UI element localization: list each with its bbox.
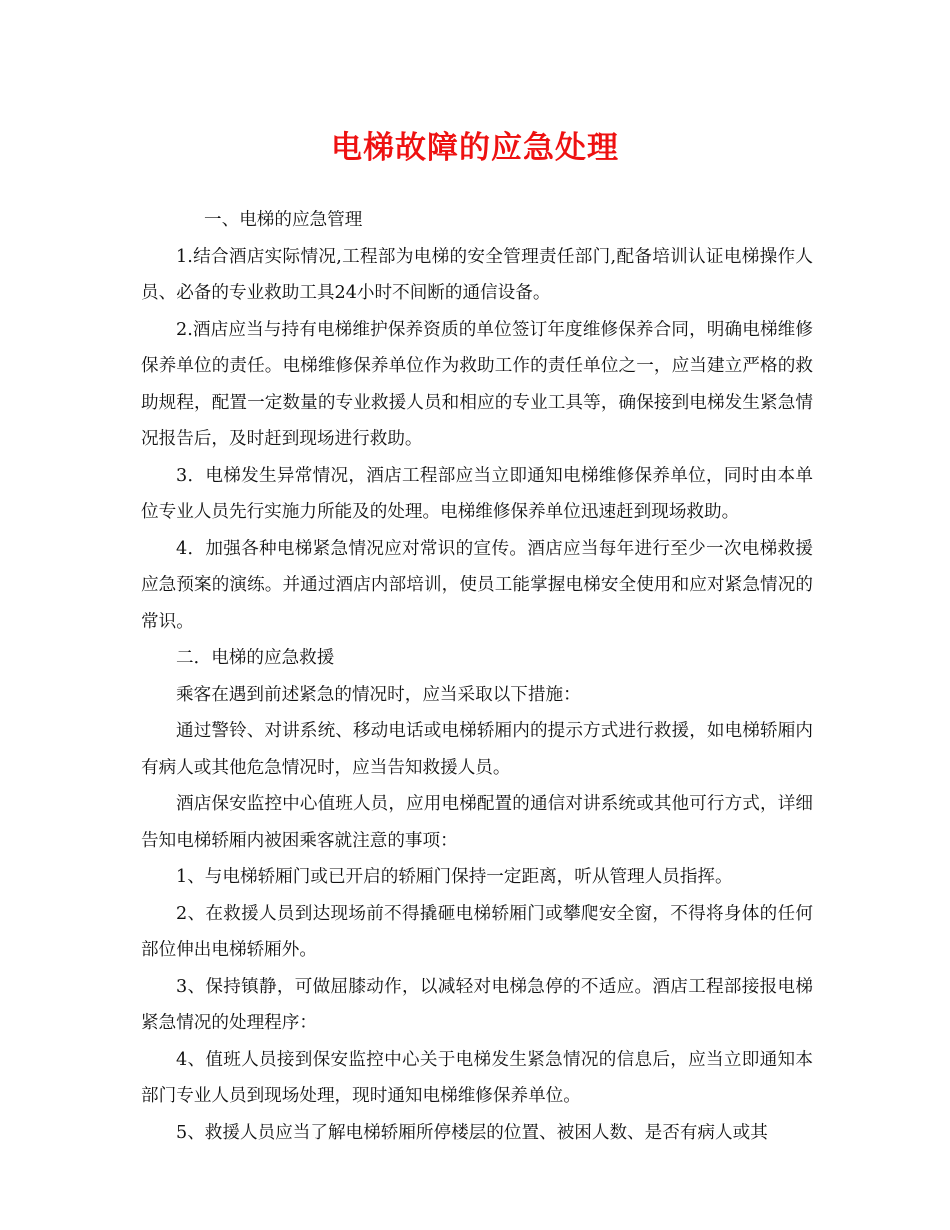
paragraph-3: 3．电梯发生异常情况，酒店工程部应当立即通知电梯维修保养单位，同时由本单位专业人员先行实施力所能及的处理。电梯维修保养单位迅速赶到现场救助。 [141, 465, 813, 522]
list-item-3: 3、保持镇静，可做屈膝动作，以减轻对电梯急停的不适应。酒店工程部接报电梯紧急情况的处理程序： [141, 976, 813, 1033]
paragraph-4: 4．加强各种电梯紧急情况应对常识的宣传。酒店应当每年进行至少一次电梯救援应急预案的演练。并通过酒店内部培训，使员工能掌握电梯安全使用和应对紧急情况的常识。 [141, 538, 813, 632]
list-item-1: 1、与电梯轿厢门或已开启的轿厢门保持一定距离，听从管理人员指挥。 [176, 867, 733, 887]
document-title: 电梯故障的应急处理 [331, 130, 619, 166]
paragraph-5: 乘客在遇到前述紧急的情况时，应当采取以下措施： [176, 684, 581, 705]
document-body [141, 202, 813, 1151]
paragraph-6: 通过警铃、对讲系统、移动电话或电梯轿厢内的提示方式进行救援，如电梯轿厢内有病人或其他危急情况时，应当告知救援人员。 [141, 721, 813, 778]
section-heading-2: 二．电梯的应急救援 [176, 648, 335, 668]
paragraph-1: 1.结合酒店实际情况,工程部为电梯的安全管理责任部门,配备培训认证电梯操作人员、必备的专业救助工具24小时不间断的通信设备。 [141, 246, 813, 303]
paragraph-7: 酒店保安监控中心值班人员，应用电梯配置的通信对讲系统或其他可行方式，详细告知电梯轿厢内被困乘客就注意的事项： [141, 794, 813, 851]
list-item-4: 4、值班人员接到保安监控中心关于电梯发生紧急情况的信息后，应当立即通知本部门专业人员到现场处理，现时通知电梯维修保养单位。 [141, 1049, 813, 1106]
list-item-2: 2、在救援人员到达现场前不得撬砸电梯轿厢门或攀爬安全窗，不得将身体的任何部位伸出电梯轿厢外。 [141, 903, 813, 960]
paragraph-2: 2.酒店应当与持有电梯维护保养资质的单位签订年度维修保养合同，明确电梯维修保养单位的责任。电梯维修保养单位作为救助工作的责任单位之一，应当建立严格的救助规程，配置一定数量的专业救援人员和相应的专业工具等，确保接到电梯发生紧急情况报告后，及时赶到现场进行救助。 [141, 319, 813, 449]
section-heading-1: 一、电梯的应急管理 [204, 210, 363, 230]
list-item-5: 5、救援人员应当了解电梯轿厢所停楼层的位置、被困人数、是否有病人或其 [176, 1122, 768, 1143]
